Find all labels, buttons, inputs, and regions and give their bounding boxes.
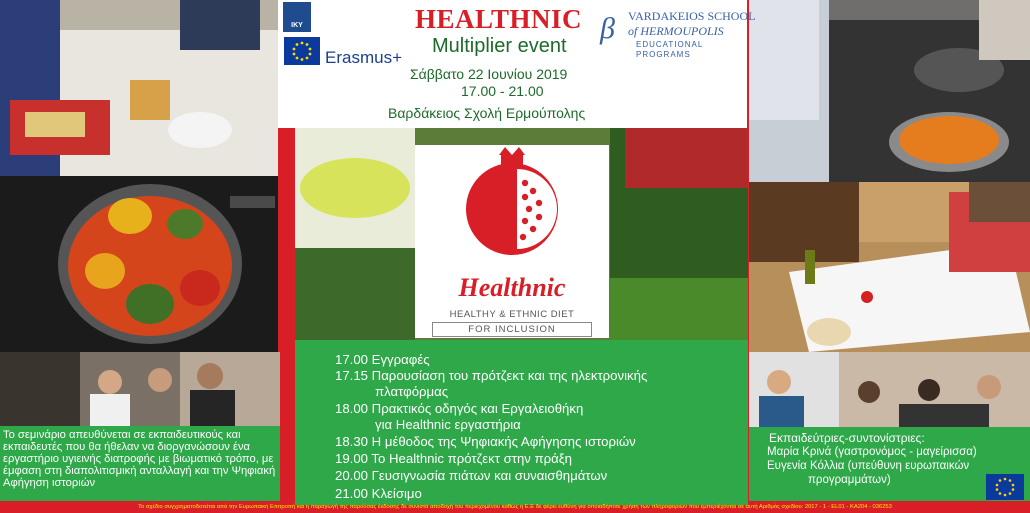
event-subtitle: Multiplier event [432,35,567,57]
photo-peppers-pot [0,176,278,352]
program-item: 21.00 Κλείσιμο [335,486,422,501]
pomegranate-icon [415,145,609,275]
school-name-line2: of HERMOUPOLIS [628,24,724,38]
logo-tagline: HEALTHY & ETHNIC DIET [449,309,575,320]
logo-wordmark: Healthnic [458,273,566,302]
eu-flag-icon [986,474,1024,500]
audience-text: Το σεμινάριο απευθύνεται σε εκπαιδευτικούς και εκπαιδευτές που θα ήθελαν να διοργανώσουν ένα εργαστήριο υγιεινής διατροφής με βιωματικό τρόπο, με έμφαση στη διαπολιτισμική ανταλλαγή και την Ψηφιακή Αφήγηση ιστοριών [3,429,276,489]
photo-drawing-table [749,182,1030,352]
program-item: 18.30 Η μέθοδος της Ψηφιακής Αφήγησης ιστοριών [335,434,636,449]
eu-flag-icon [284,37,320,65]
trainer-line: Μαρία Κρινά (γαστρονόμος - μαγείρισσα) [767,446,977,458]
photo-participants-right [749,352,1030,427]
program-item: για Healthnic εργαστήρια [375,417,521,432]
program-item: 19.00 Το Healthnic πρότζεκτ στην πράξη [335,451,573,466]
school-name-line4: PROGRAMS [636,50,691,59]
funding-disclaimer: Το σχέδιο συγχρηματοδοτείται από την Ευρωπαική Επιτροπή και η παραγωγή της παρούσας έκδοσης δε συνιστά αποδοχή του περιεχομένου καθώς η Ε.Ε δε φέρει ευθύνη για οποιαδήποτε χρήση των πληροφοριών που εμπεριέχονται σε αυτή Αριθμός σχεδίου: 2017 - 1 - EL01 - KA204 - 036253 [138,504,892,510]
event-title: HEALTHNIC [415,4,583,34]
event-time: 17.00 - 21.00 [461,83,544,99]
photo-participants-left [0,352,280,426]
program-item: 20.00 Γευσιγνωσία πιάτων και συναισθημάτων [335,468,608,483]
trainer-line: προγραμμάτων) [808,474,891,486]
logo-tagline-boxed: FOR INCLUSION [432,322,592,337]
event-date: Σάββατο 22 Ιουνίου 2019 [410,66,568,82]
photo-cutting-vegetables [0,0,278,176]
trainers-heading: Εκπαιδεύτριες-συντονίστριες: [769,431,925,445]
program-item: 18.00 Πρακτικός οδηγός και Εργαλειοθήκη [335,401,584,416]
erasmus-logo-text: Erasmus+ [325,48,402,67]
program-item: πλατφόρμας [375,384,449,399]
school-name-line3: EDUCATIONAL [636,40,704,49]
program-item: 17.15 Παρουσίαση του πρότζεκτ και της ηλεκτρονικής [335,368,648,383]
photo-cooking-stove [749,0,1030,182]
iky-logo: IKY [283,2,311,32]
school-logo-icon: β [600,12,615,45]
event-place: Βαρδάκειος Σχολή Ερμούπολης [388,105,586,121]
trainer-line: Ευγενία Κόλλια (υπεύθυνη ευρωπαικών [767,460,970,472]
school-name-line1: VARDAKEIOS SCHOOL [628,9,756,23]
program-item: 17.00 Εγγραφές [335,352,430,367]
